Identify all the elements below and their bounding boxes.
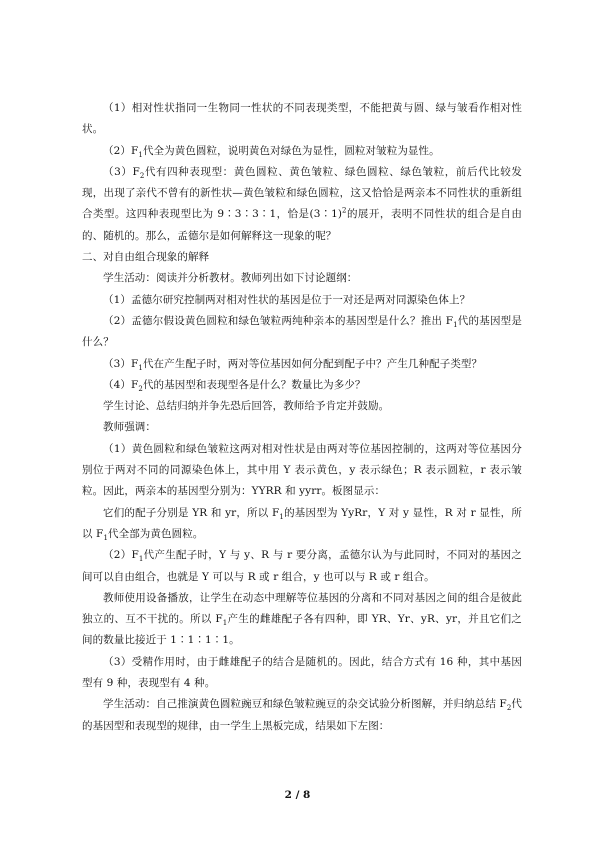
text-run: （4）F [103,378,139,391]
text-run: 学生活动：阅读并分析教材。教师列出如下讨论题纲： [103,272,358,285]
subscript: 1 [222,619,228,628]
text-run: （3）F [103,357,139,370]
paragraph [82,588,522,652]
subscript: 2 [506,704,512,713]
paragraph [82,503,522,546]
subscript: 1 [138,363,143,372]
text-run: （2）孟德尔假设黄色圆粒和绿色皱粒两纯种亲本的基因型是什么？推出 F [103,314,454,327]
text-run: 代全为黄色圆粒，说明黄色对绿色为显性，圆粒对皱粒为显性。 [142,144,440,157]
text-run: 代产生配子时，Y 与 y、R 与 r 要分离，孟德尔认为与此同时，不同对的基因之间可以自由组合，也就是 Y 可以与 R 或 r 组合，y 也可以与 R 或 r 组合。 [82,549,522,583]
subscript: 1 [138,555,144,564]
text-run: （1）黄色圆粒和绿色皱粒这两对相对性状是由两对等位基因控制的，这两对等位基因分别位于两对不同的同源染色体上，其中用 Y 表示黄色，y 表示绿色；R 表示圆粒，r 表示皱粒。因此，两亲本的基因型分别为：YYRR 和 yyrr。板图显示： [82,442,522,498]
subscript: 1 [103,534,108,543]
text-run: （3）F [103,165,140,178]
paragraph [82,694,522,737]
text-run: 教师使用设备播放，让学生在动态中理解等位基因的分离和不同对基因之间的组合是彼此独立的、互不干扰的。所以 F [82,591,522,626]
text-run: （3）受精作用时，由于雌雄配子的结合是随机的。因此，结合方式有 16 种，其中基因型有 9 种，表现型有 4 种。 [82,655,522,690]
subscript: 2 [139,171,145,180]
subscript: 1 [279,512,284,521]
text-run: （1）相对性状指同一生物同一性状的不同表现类型，不能把黄与圆、绿与皱看作相对性状。 [82,102,522,136]
paragraph [82,396,522,417]
text-run: （2）F [103,144,139,157]
subscript: 1 [453,321,458,330]
text-run: 代的基因型和表现型各是什么？数量比为多少？ [142,378,366,391]
paragraph [82,162,522,247]
text-run: 代有四种表现型：黄色圆粒、黄色皱粒、绿色圆粒、绿色皱粒，前后代比较发现，出现了亲代不曾有的新性状—黄色皱粒和绿色圆粒，这又恰恰是两亲本不同性状的重新组合类型。这四种表现型比为 9∶3∶3∶1，恰是(3∶1) [82,165,522,221]
subscript: 1 [138,150,143,159]
text-run: 它们的配子分别是 YR 和 yr，所以 F [103,506,280,519]
text-run: （1）孟德尔研究控制两对相对性状的基因是位于一对还是两对同源染色体上？ [103,293,471,306]
paragraph [82,375,522,396]
paragraph [82,311,522,354]
text-run: 代的基因型是什么？ [82,314,522,349]
paragraph [82,417,522,438]
superscript: 2 [342,206,347,215]
page-number: 2 / 8 [284,789,311,801]
paragraph [82,141,522,162]
text-run: 的基因型为 YyRr，Y 对 y 显性，R 对 r 显性，所以 F [82,506,522,540]
text-run: 代的基因型和表现型的规律，由一学生上黑板完成，结果如下左图： [82,698,522,732]
text-run: 学生讨论、总结归纳并争先恐后回答，教师给予肯定并鼓励。 [103,400,390,413]
paragraph [82,354,522,375]
document-body [82,98,522,737]
paragraph [82,545,522,588]
text-run: 代在产生配子时，两对等位基因如何分配到配子中？产生几种配子类型？ [142,357,483,370]
text-run: 代全部为黄色圆粒。 [108,527,204,540]
paragraph [82,268,522,289]
text-run: 二、对自由组合现象的解释 [82,251,210,264]
paragraph [82,652,522,695]
text-run: 教师强调： [103,421,156,434]
paragraph [82,247,522,268]
text-run: 的展开，表明不同性状的组合是自由的、随机的。那么，孟德尔是如何解释这一现象的呢？ [82,208,522,242]
text-run: （2）F [103,549,139,562]
text-run: 产生的雌雄配子各有四种，即 YR、Yr、yR、yr，并且它们之间的数量比接近于 1∶1∶1∶1。 [82,613,522,647]
subscript: 2 [138,384,143,393]
text-run: 学生活动：自己推演黄色圆粒豌豆和绿色皱粒豌豆的杂交试验分析图解，并归纳总结 F [103,698,507,711]
paragraph [82,439,522,503]
paragraph [82,98,522,141]
paragraph [82,290,522,311]
